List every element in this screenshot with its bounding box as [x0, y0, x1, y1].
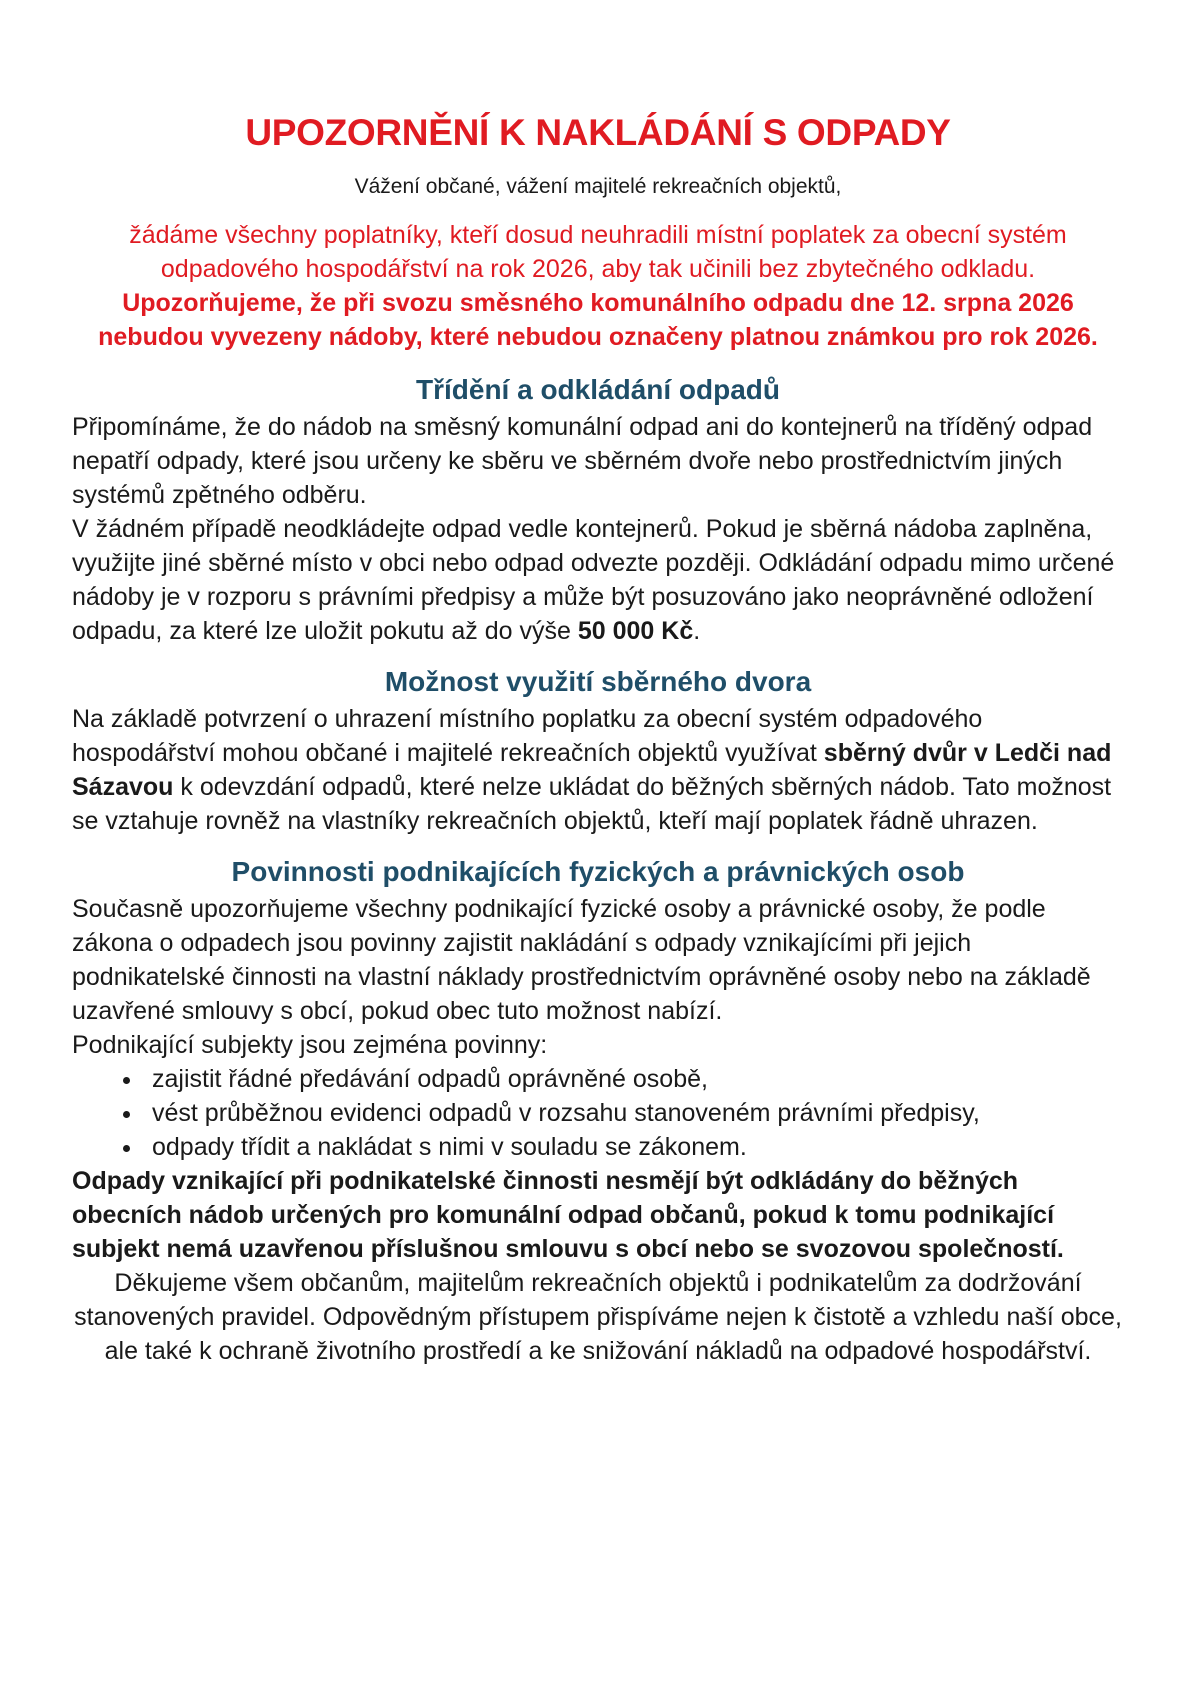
collection-warning: Upozorňujeme, že při svozu směsného komunálního odpadu dne 12. srpna 2026 nebudou vyvezeny nádoby, které nebudou označeny platnou známkou pro rok 2026.: [98, 289, 1098, 351]
collection-yard-paragraph: [72, 702, 1124, 838]
section-heading-sorting: Třídění a odkládání odpadů: [415, 374, 781, 405]
fine-amount: 50 000 Kč: [577, 617, 694, 645]
payment-request: žádáme všechny poplatníky, kteří dosud neuhradili místní poplatek za obecní systém odpadového hospodářství na rok 2026, aby tak učinili bez zbytečného odkladu.: [129, 221, 1067, 283]
business-bold-warning: [72, 1164, 1124, 1266]
business-bold-warning-text: Odpady vznikající při podnikatelské činnosti nesmějí být odkládány do běžných obecních nádob určených pro komunální odpad občanů, pokud k tomu podnikající subjekt nemá uzavřenou příslušnou smlouvu s obcí nebo se svozovou společností.: [72, 1167, 1064, 1263]
sorting-paragraph-1: Připomínáme, že do nádob na směsný komunální odpad ani do kontejnerů na tříděný odpad nepatří odpady, které jsou určeny ke sběru ve sběrném dvoře nebo prostřednictvím jiných systémů zpětného odběru.: [72, 413, 1093, 509]
collection-yard-name: sběrný dvůr v Ledči nad Sázavou: [72, 739, 1112, 801]
sorting-paragraph-2: [72, 512, 1124, 648]
sorting-paragraph-2-end: .: [693, 617, 701, 645]
document-content: [72, 108, 1124, 1368]
list-item: • odpady třídit a nakládat s nimi v souladu se zákonem.: [144, 1130, 1124, 1164]
duties-list: [72, 1062, 1124, 1164]
list-item: • vést průběžnou evidenci odpadů v rozsahu stanoveném právními předpisy,: [144, 1096, 1124, 1130]
section-heading-business-duties: Povinnosti podnikajících fyzických a právnických osob: [231, 856, 965, 887]
payment-alert: [72, 218, 1124, 354]
list-item: • zajistit řádné předávání odpadů oprávněné osobě,: [144, 1062, 1124, 1096]
greeting: Vážení občané, vážení majitelé rekreačních objektů,: [354, 175, 842, 198]
sorting-paragraph-2-text: V žádném případě neodkládejte odpad vedle kontejnerů. Pokud je sběrná nádoba zaplněna, využijte jiné sběrné místo v obci nebo odpad odvezte později. Odkládání odpadu mimo určené nádoby je v rozporu s právními předpisy a může být posuzováno jako neoprávněné odložení odpadu, za které lze uložit pokutu až do výše: [72, 515, 1115, 645]
collection-yard-text-start: Na základě potvrzení o uhrazení místního poplatku za obecní systém odpadového hospodářství mohou občané i majitelé rekreačních objektů využívat: [72, 705, 983, 767]
document-title: UPOZORNĚNÍ K NAKLÁDÁNÍ S ODPADY: [245, 112, 951, 153]
duties-intro: Podnikající subjekty jsou zejména povinny:: [72, 1031, 548, 1059]
closing-paragraph: Děkujeme všem občanům, majitelům rekreačních objektů i podnikatelům za dodržování stanovených pravidel. Odpovědným přístupem přispíváme nejen k čistotě a vzhledu naší obce, ale také k ochraně životního prostředí a ke snižování nákladů na odpadové hospodářství.: [74, 1269, 1122, 1365]
collection-yard-text-end: k odevzdání odpadů, které nelze ukládat do běžných sběrných nádob. Tato možnost se vztahuje rovněž na vlastníky rekreačních objektů, kteří mají poplatek řádně uhrazen.: [72, 773, 1112, 835]
business-paragraph: Současně upozorňujeme všechny podnikající fyzické osoby a právnické osoby, že podle zákona o odpadech jsou povinny zajistit nakládání s odpady vznikajícími při jejich podnikatelské činnosti na vlastní náklady prostřednictvím oprávněné osoby nebo na základě uzavřené smlouvy s obcí, pokud obec tuto možnost nabízí.: [72, 895, 1091, 1025]
section-heading-collection-yard: Možnost využití sběrného dvora: [384, 666, 812, 697]
